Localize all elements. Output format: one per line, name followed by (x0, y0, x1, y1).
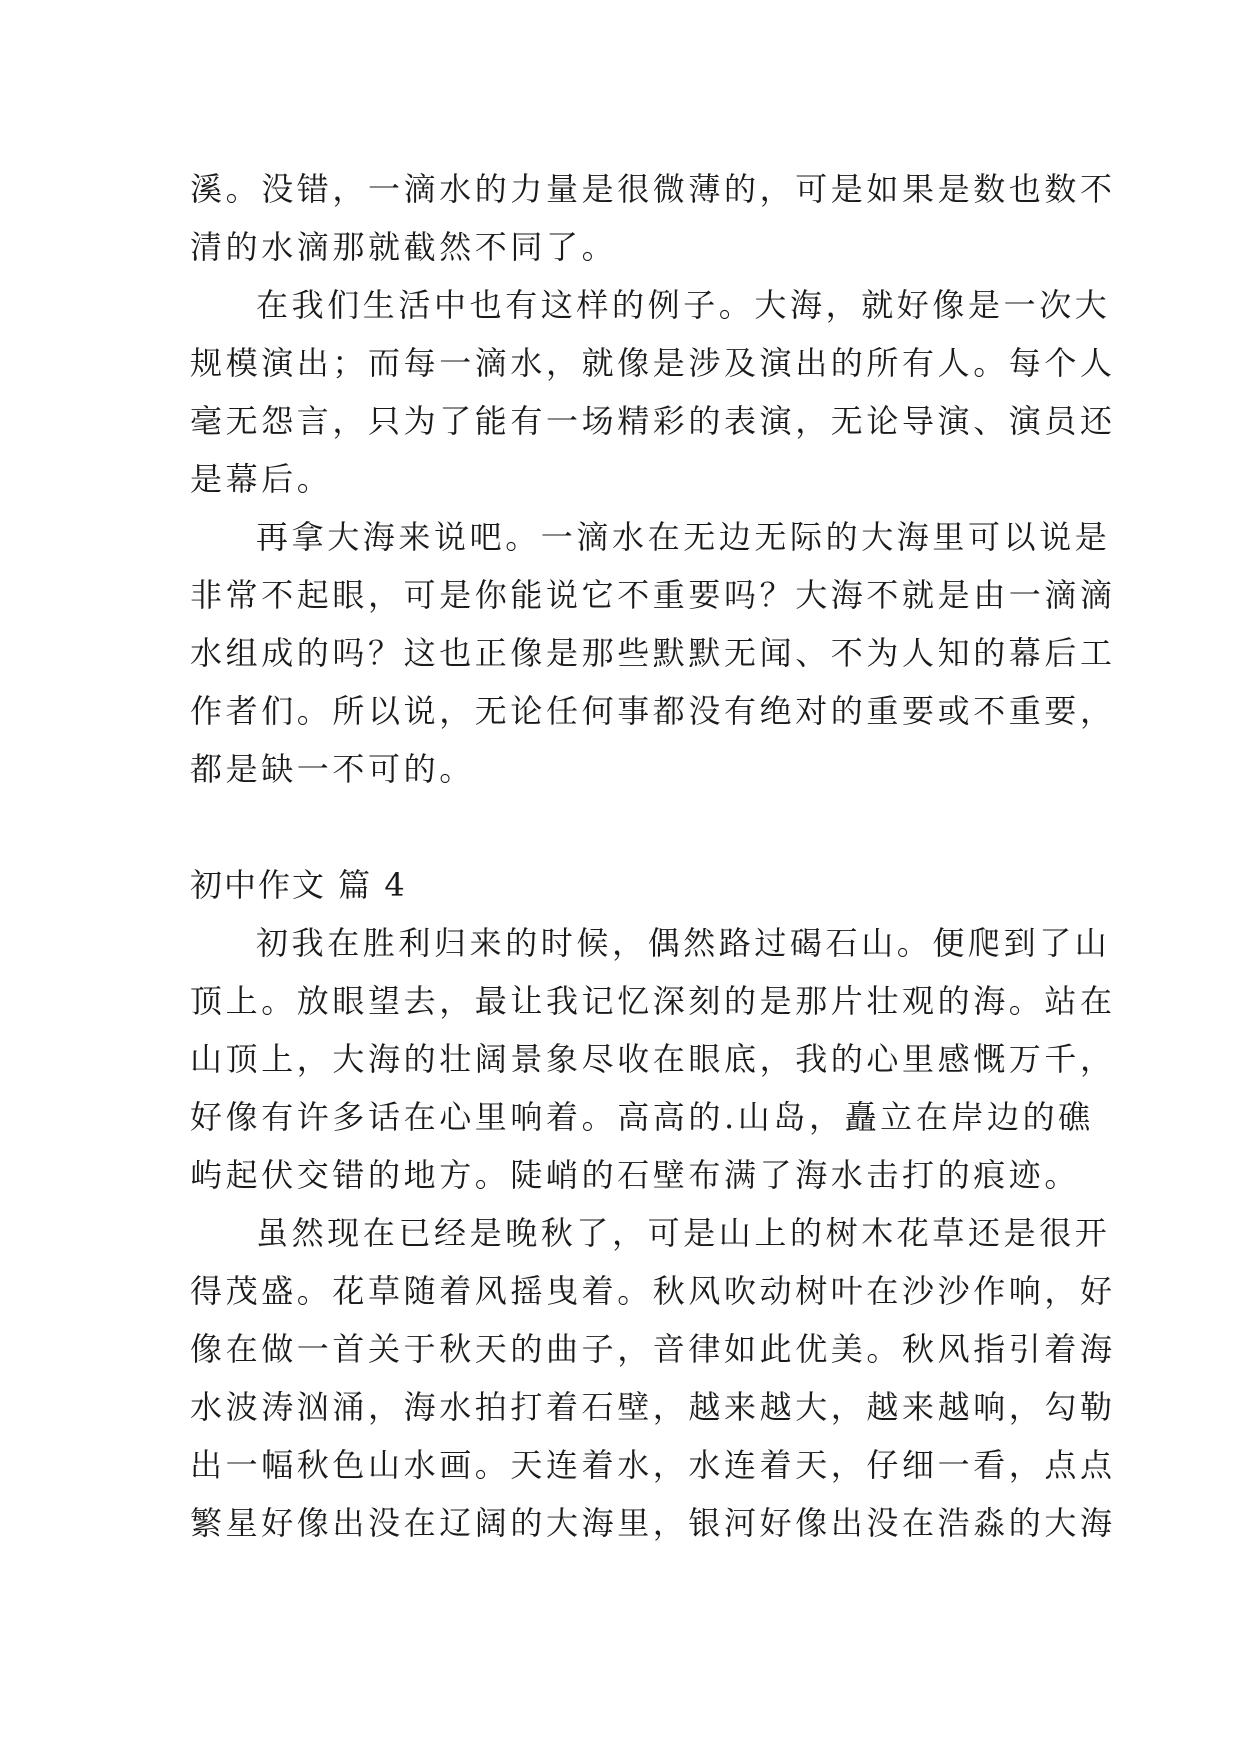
text-line: 好像有许多话在心里响着。高高的.山岛，矗立在岸边的礁 (190, 1098, 1094, 1136)
text-line: 是幕后。 (190, 460, 333, 498)
text-line: 作者们。所以说，无论任何事都没有绝对的重要或不重要， (190, 692, 1116, 730)
text-line: 繁星好像出没在辽阔的大海里，银河好像出没在浩淼的大海 (190, 1504, 1116, 1542)
paragraph (190, 1204, 1116, 1552)
text-line: 出一幅秋色山水画。天连着水，水连着天，仔细一看，点点 (190, 1446, 1116, 1484)
text-line: 初我在胜利归来的时候，偶然路过碣石山。便爬到了山 (256, 924, 1111, 962)
section-title: 初中作文 篇 4 (190, 866, 407, 904)
text-line: 毫无怨言，只为了能有一场精彩的表演，无论导演、演员还 (190, 402, 1116, 440)
text-line: 溪。没错，一滴水的力量是很微薄的，可是如果是数也数不 (190, 170, 1116, 208)
text-line: 像在做一首关于秋天的曲子，音律如此优美。秋风指引着海 (190, 1330, 1116, 1368)
text-line: 顶上。放眼望去，最让我记忆深刻的是那片壮观的海。站在 (190, 982, 1116, 1020)
document-body (190, 160, 1116, 1552)
text-line: 清的水滴那就截然不同了。 (190, 228, 618, 266)
text-line: 在我们生活中也有这样的例子。大海，就好像是一次大 (256, 286, 1111, 324)
text-line: 再拿大海来说吧。一滴水在无边无际的大海里可以说是 (256, 518, 1111, 556)
paragraph-continued (190, 160, 1116, 276)
paragraph (190, 508, 1116, 798)
text-line: 水组成的吗？这也正像是那些默默无闻、不为人知的幕后工 (190, 634, 1116, 672)
text-line: 虽然现在已经是晚秋了，可是山上的树木花草还是很开 (256, 1214, 1111, 1252)
text-line: 山顶上，大海的壮阔景象尽收在眼底，我的心里感慨万千， (190, 1040, 1116, 1078)
paragraph (190, 276, 1116, 508)
text-line: 得茂盛。花草随着风摇曳着。秋风吹动树叶在沙沙作响，好 (190, 1272, 1116, 1310)
paragraph (190, 914, 1116, 1204)
text-line: 水波涛汹涌，海水拍打着石壁，越来越大，越来越响，勾勒 (190, 1388, 1116, 1426)
text-line: 规模演出；而每一滴水，就像是涉及演出的所有人。每个人 (190, 344, 1116, 382)
text-line: 屿起伏交错的地方。陡峭的石壁布满了海水击打的痕迹。 (190, 1156, 1081, 1194)
section-spacer (190, 798, 1070, 856)
text-line: 非常不起眼，可是你能说它不重要吗？大海不就是由一滴滴 (190, 576, 1116, 614)
text-line: 都是缺一不可的。 (190, 750, 475, 788)
